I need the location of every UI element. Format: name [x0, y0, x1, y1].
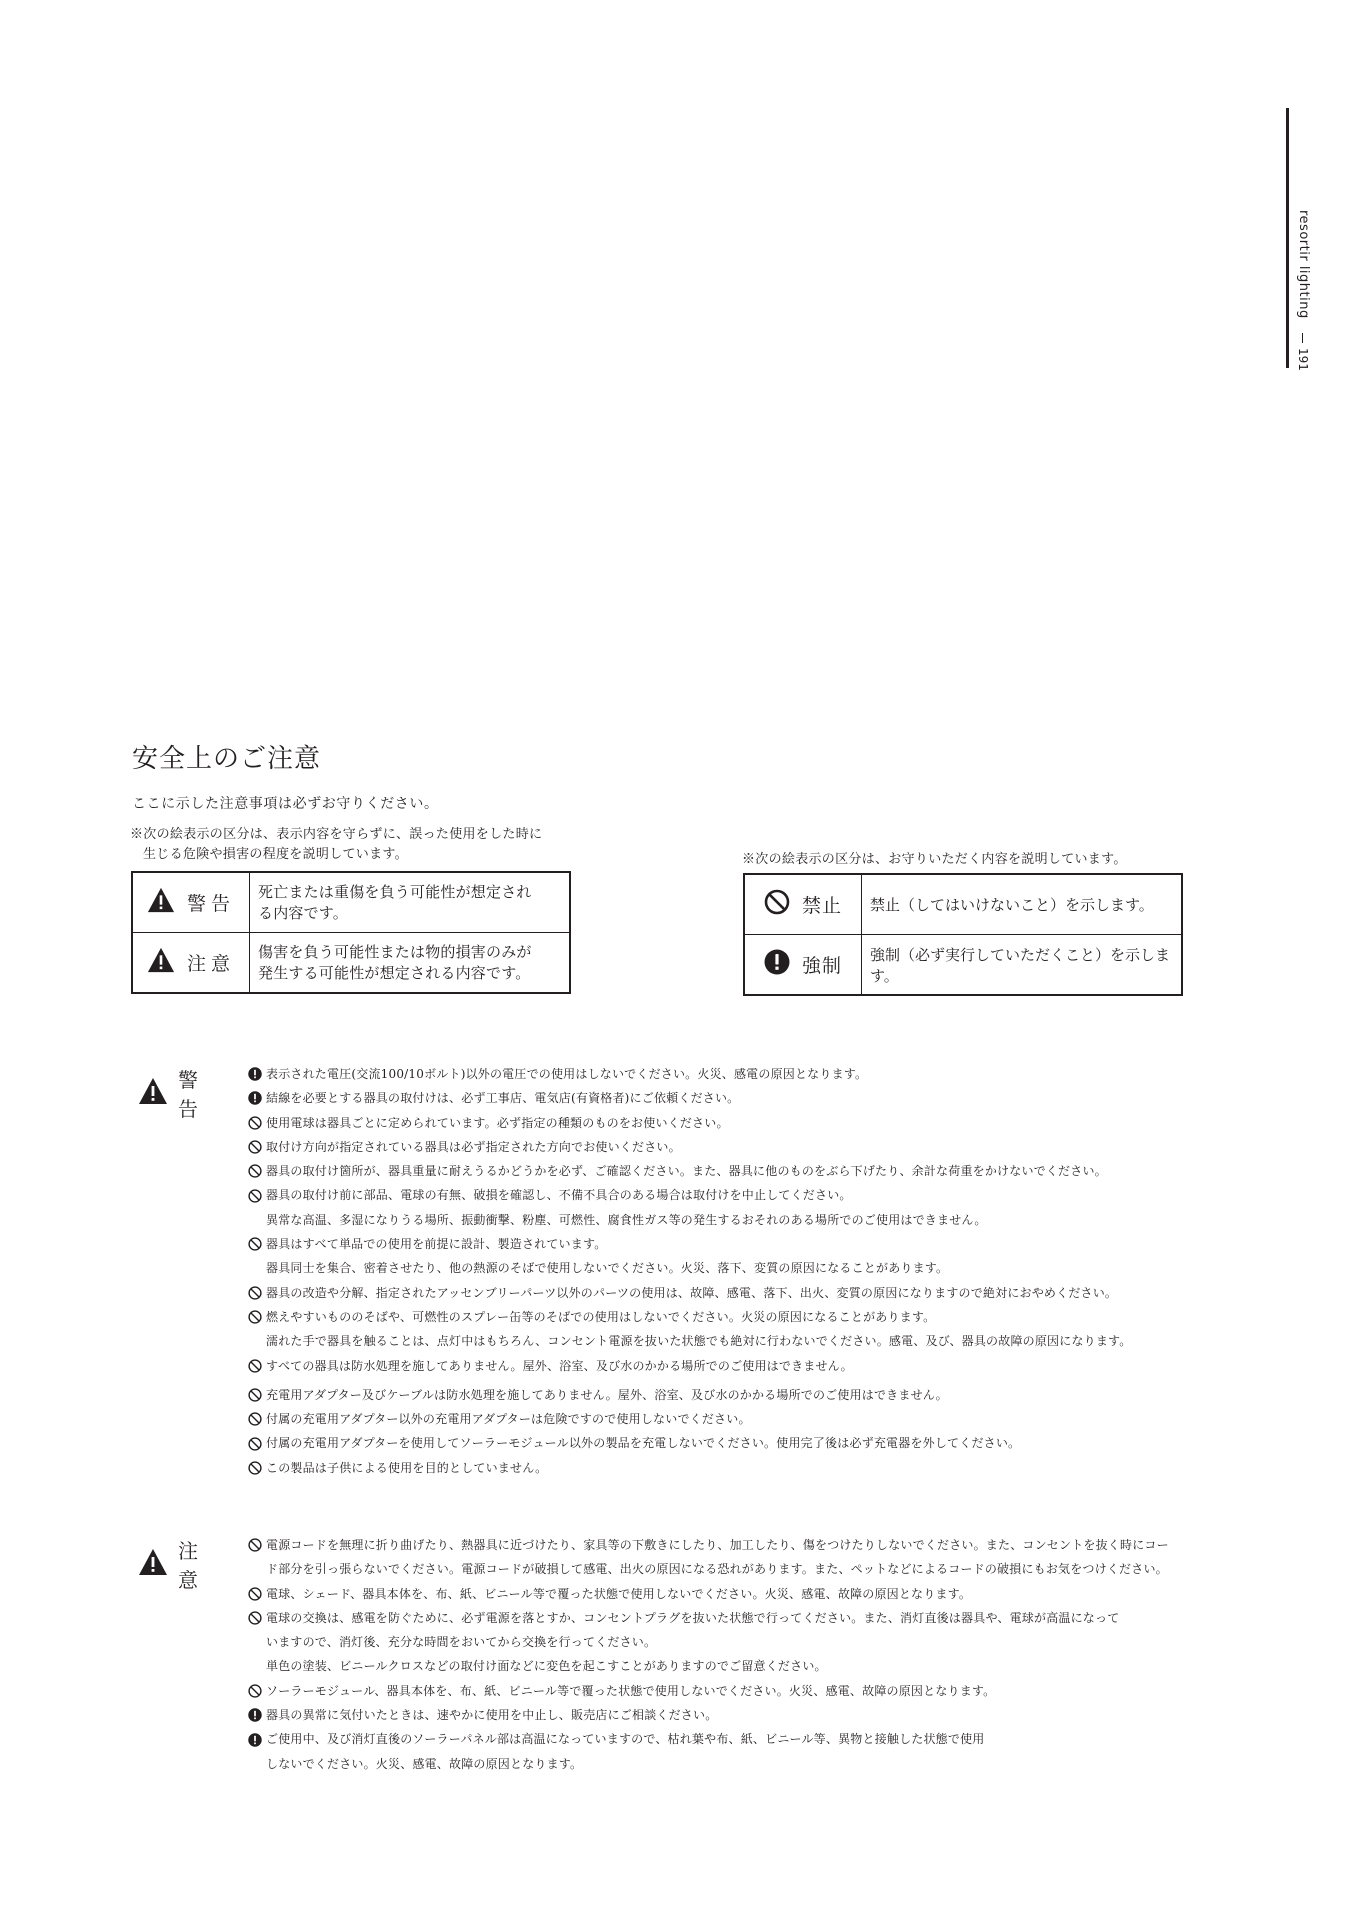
side-rule [1286, 108, 1289, 368]
intro-text: ここに示した注意事項は必ずお守りください。 [132, 796, 439, 812]
warning-item-text: 充電用アダプター及びケーブルは防水処理を施してありません。屋外、浴室、及び水のかかる場所でのご使用はできません。 [266, 1387, 948, 1402]
warning-item-text: 器具はすべて単品での使用を前提に設計、製造されています。 [266, 1237, 607, 1252]
brand-name: resortir lighting [1296, 210, 1311, 319]
caution-item-text: 電球、シェード、器具本体を、布、紙、ビニール等で覆った状態で使用しないでください。火災、感電、故障の原因となります。 [266, 1586, 972, 1601]
prohibited-icon [248, 1431, 266, 1455]
legend-desc-line: 死亡または重傷を負う可能性が想定され [258, 882, 532, 901]
prohibited-icon [764, 889, 790, 920]
warning-item [248, 1431, 1178, 1455]
warning-item-text: 付属の充電用アダプターを使用してソーラーモジュール以外の製品を充電しないでください。使用完了後は必ず充電器を外してください。 [266, 1436, 1021, 1451]
prohibited-icon [248, 1533, 266, 1557]
caution-item [248, 1654, 1178, 1678]
warning-item-text: 異常な高温、多湿になりうる場所、振動衝撃、粉塵、可燃性、腐食性ガス等の発生するおそれのある場所でのご使用はできません。 [266, 1212, 987, 1227]
prohibited-icon [248, 1456, 266, 1480]
note-left-line-2: 生じる危険や損害の程度を説明しています。 [143, 847, 408, 862]
note-left-line-1: ※次の絵表示の区分は、表示内容を守らずに、誤った使用をした時に [130, 827, 543, 842]
prohibited-icon [248, 1159, 266, 1183]
warning-item-text: 付属の充電用アダプター以外の充電用アダプターは危険ですので使用しないでください。 [266, 1412, 751, 1427]
prohibited-icon [248, 1135, 266, 1159]
warning-item [248, 1256, 1178, 1280]
warning-item [248, 1111, 1178, 1135]
warning-item [248, 1208, 1178, 1232]
warning-item [248, 1305, 1178, 1329]
warning-triangle-icon [147, 886, 175, 919]
caution-item-text: ソーラーモジュール、器具本体を、布、紙、ビニール等で覆った状態で使用しないでください。火災、感電、故障の原因となります。 [266, 1683, 996, 1698]
caution-item [248, 1703, 1178, 1727]
caution-item-text: ド部分を引っ張らないでください。電源コードが破損して感電、出火の原因になる恐れがあります。また、ペットなどによるコードの破損にもお気をつけください。 [266, 1562, 1168, 1577]
prohibited-icon [248, 1281, 266, 1305]
caution-item [248, 1679, 1178, 1703]
legend-desc-line: 発生する可能性が想定される内容です。 [258, 963, 531, 982]
prohibited-icon [248, 1354, 266, 1378]
legend-label: 警告 [186, 893, 235, 915]
warning-item-text: 器具同士を集合、密着させたり、他の熱源のそばで使用しないでください。火災、落下、変質の原因になることがあります。 [266, 1261, 949, 1276]
warning-item [248, 1062, 1178, 1086]
caution-item-text: 器具の異常に気付いたときは、速やかに使用を中止し、販売店にご相談ください。 [266, 1708, 718, 1723]
warning-item [248, 1159, 1178, 1183]
prohibited-icon [248, 1606, 266, 1630]
legend-row-caution [132, 933, 570, 994]
caution-item-text: しないでください。火災、感電、故障の原因となります。 [266, 1756, 583, 1771]
caution-item-text: 電球の交換は、感電を防ぐために、必ず電源を落とすか、コンセントプラグを抜いた状態で行ってください。また、消灯直後は器具や、電球が高温になって [266, 1610, 1120, 1625]
page-number: 191 [1296, 348, 1310, 371]
warning-item-text: 器具の取付け箇所が、器具重量に耐えうるかどうかを必ず、ご確認ください。また、器具に他のものをぶら下げたり、余計な荷重をかけないでください。 [266, 1164, 1107, 1179]
caution-item [248, 1533, 1178, 1557]
warning-item-text: 濡れた手で器具を触ることは、点灯中はもちろん、コンセント電源を抜いた状態でも絶対に行わないでください。感電、及び、器具の故障の原因になります。 [266, 1334, 1132, 1349]
warning-item [248, 1329, 1178, 1353]
warning-item-text: 表示された電圧(交流100/10ボルト)以外の電圧での使用はしないでください。火災、感電の原因となります。 [266, 1067, 868, 1081]
mandatory-icon [764, 949, 790, 980]
warning-item [248, 1383, 1178, 1407]
caution-item-text: 電源コードを無理に折り曲げたり、熱器具に近づけたり、家具等の下敷きにしたり、加工したり、傷をつけたりしないでください。また、コンセントを抜く時にコー [266, 1538, 1169, 1552]
prohibited-icon [248, 1582, 266, 1606]
caution-item [248, 1582, 1178, 1606]
legend-desc: 強制（必ず実行していただくこと）を示します。 [862, 935, 1183, 996]
legend-table-hazard [131, 871, 571, 994]
caution-item [248, 1606, 1178, 1630]
mandatory-icon [248, 1703, 266, 1727]
legend-row-warning [132, 872, 570, 933]
legend-label: 禁止 [801, 895, 842, 917]
prohibited-icon [248, 1679, 266, 1703]
warning-item-text: 取付け方向が指定されている器具は必ず指定された方向でお使いください。 [266, 1139, 681, 1154]
legend-label: 強制 [801, 955, 842, 977]
caution-heading [138, 1535, 201, 1593]
legend-desc: 禁止（してはいけないこと）を示します。 [862, 874, 1183, 935]
warning-item [248, 1086, 1178, 1110]
prohibited-icon [248, 1183, 266, 1207]
prohibited-icon [248, 1407, 266, 1431]
warning-item-text: 使用電球は器具ごとに定められています。必ず指定の種類のものをお使いください。 [266, 1115, 729, 1130]
note-right: ※次の絵表示の区分は、お守りいただく内容を説明しています。 [742, 852, 1127, 867]
warning-item-text: 器具の改造や分解、指定されたアッセンブリーパーツ以外のパーツの使用は、故障、感電、落下、出火、変質の原因になりますので絶対におやめください。 [266, 1285, 1118, 1300]
legend-row-prohibited [744, 874, 1182, 935]
caution-item-text: 単色の塗装、ビニールクロスなどの取付け面などに変色を起こすことがありますのでご留意ください。 [266, 1659, 827, 1674]
warning-item-text: この製品は子供による使用を目的としていません。 [266, 1460, 548, 1475]
warning-list [248, 1062, 1178, 1480]
warning-item-text: 結線を必要とする器具の取付けは、必ず工事店、電気店(有資格者)にご依頼ください。 [266, 1091, 740, 1106]
warning-item [248, 1407, 1178, 1431]
warning-item-text: すべての器具は防水処理を施してありません。屋外、浴室、及び水のかかる場所でのご使用はできません。 [266, 1358, 853, 1373]
legend-desc-line: 傷害を負う可能性または物的損害のみが [258, 942, 532, 961]
warning-heading-label: 警告 [178, 1068, 201, 1121]
prohibited-icon [248, 1111, 266, 1135]
prohibited-icon [248, 1232, 266, 1256]
side-divider [1302, 333, 1303, 343]
legend-desc-line: る内容です。 [258, 903, 349, 922]
caution-item [248, 1727, 1178, 1751]
caution-heading-label: 注意 [178, 1539, 201, 1592]
legend-row-mandatory [744, 935, 1182, 996]
warning-item [248, 1135, 1178, 1159]
prohibited-icon [248, 1383, 266, 1407]
mandatory-icon [248, 1062, 266, 1086]
mandatory-icon [248, 1086, 266, 1110]
legend-table-actions [743, 873, 1183, 996]
warning-triangle-icon [138, 1547, 168, 1582]
warning-heading [138, 1064, 201, 1122]
prohibited-icon [248, 1305, 266, 1329]
caution-list [248, 1533, 1178, 1776]
warning-triangle-icon [138, 1076, 168, 1111]
warning-item-text: 燃えやすいもののそばや、可燃性のスプレー缶等のそばでの使用はしないでください。火災の原因になることがあります。 [266, 1309, 936, 1324]
warning-item [248, 1354, 1178, 1378]
mandatory-icon [248, 1727, 266, 1751]
caution-item-text: ご使用中、及び消灯直後のソーラーパネル部は高温になっていますので、枯れ葉や布、紙、ビニール等、異物と接触した状態で使用 [266, 1732, 985, 1747]
warning-item [248, 1232, 1178, 1256]
warning-item [248, 1183, 1178, 1207]
legend-label: 注意 [186, 953, 235, 975]
warning-triangle-icon [147, 946, 175, 979]
warning-item-text: 器具の取付け前に部品、電球の有無、破損を確認し、不備不具合のある場合は取付けを中止してください。 [266, 1188, 852, 1203]
page-title: 安全上のご注意 [132, 744, 322, 774]
caution-item [248, 1630, 1178, 1654]
caution-item [248, 1752, 1178, 1776]
caution-item [248, 1557, 1178, 1581]
warning-item [248, 1281, 1178, 1305]
caution-item-text: いますので、消灯後、充分な時間をおいてから交換を行ってください。 [266, 1635, 657, 1650]
warning-item [248, 1456, 1178, 1480]
note-left [130, 825, 590, 865]
